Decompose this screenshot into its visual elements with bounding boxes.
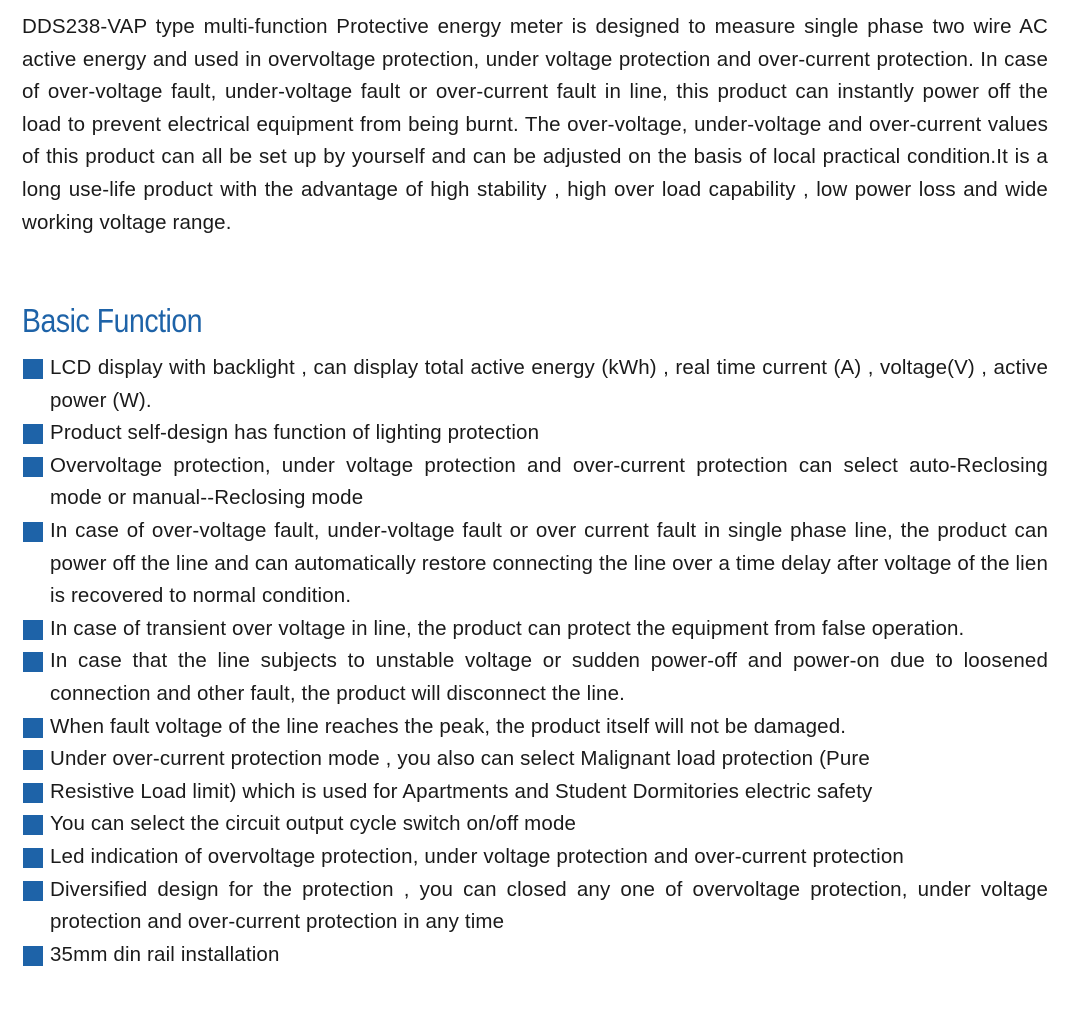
feature-text: In case of over-voltage fault, under-voltage fault or over current fault in single phase line, the product can power off the line and can automatically restore connecting the line over a time delay after voltage of the lien is recovered to normal condition. — [50, 518, 1048, 608]
square-bullet-icon — [23, 750, 43, 770]
feature-list — [22, 352, 1048, 971]
square-bullet-icon — [23, 718, 43, 738]
square-bullet-icon — [23, 652, 43, 672]
feature-text: In case that the line subjects to unstable voltage or sudden power-off and power-on due to loosened connection and other fault, the product will disconnect the line. — [50, 649, 1048, 705]
square-bullet-icon — [23, 359, 43, 379]
feature-text: You can select the circuit output cycle switch on/off mode — [50, 812, 577, 836]
feature-item — [22, 645, 1048, 710]
feature-item — [22, 939, 1048, 972]
feature-text: Resistive Load limit) which is used for Apartments and Student Dormitories electric safety — [50, 779, 873, 803]
feature-text: Overvoltage protection, under voltage protection and over-current protection can select auto-Reclosing mode or manual--Reclosing mode — [50, 453, 1048, 510]
feature-item — [22, 613, 1048, 646]
intro-paragraph: DDS238-VAP type multi-function Protective energy meter is designed to measure single phase two wire AC active energy and used in overvoltage protection, under voltage protection and over-current protection. In case of over-voltage fault, under-voltage fault or over-current fault in line, this product can instantly power off the load to prevent electrical equipment from being burnt. The over-voltage, under-voltage and over-current values of this product can all be set up by yourself and can be adjusted on the basis of local practical condition.It is a long use-life product with the advantage of high stability , high over load capability , low power loss and wide working voltage range. — [22, 15, 1048, 234]
feature-text: 35mm din rail installation — [50, 942, 280, 966]
square-bullet-icon — [23, 424, 43, 444]
section-title: Basic Function — [22, 302, 203, 339]
square-bullet-icon — [23, 522, 43, 542]
square-bullet-icon — [23, 815, 43, 835]
square-bullet-icon — [23, 946, 43, 966]
feature-item — [22, 711, 1048, 744]
feature-item — [22, 776, 1048, 809]
feature-item — [22, 352, 1048, 417]
square-bullet-icon — [23, 620, 43, 640]
feature-item — [22, 874, 1048, 939]
feature-text: Product self-design has function of lighting protection — [50, 421, 540, 445]
feature-item — [22, 808, 1048, 841]
square-bullet-icon — [23, 457, 43, 477]
square-bullet-icon — [23, 881, 43, 901]
feature-text: Under over-current protection mode , you also can select Malignant load protection (Pure — [50, 747, 870, 771]
feature-item — [22, 515, 1048, 613]
feature-text: LCD display with backlight , can display total active energy (kWh) , real time current (A) , voltage(V) , active power (W). — [50, 356, 1048, 412]
feature-item — [22, 450, 1048, 515]
feature-text: Diversified design for the protection , you can closed any one of overvoltage protection, under voltage protection and over-current protection in any time — [50, 877, 1048, 934]
feature-text: Led indication of overvoltage protection, under voltage protection and over-current protection — [50, 844, 904, 868]
feature-item — [22, 743, 1048, 776]
square-bullet-icon — [23, 783, 43, 803]
feature-text: In case of transient over voltage in line, the product can protect the equipment from false operation. — [50, 616, 965, 640]
feature-item — [22, 841, 1048, 874]
feature-text: When fault voltage of the line reaches the peak, the product itself will not be damaged. — [50, 714, 847, 738]
feature-item — [22, 417, 1048, 450]
square-bullet-icon — [23, 848, 43, 868]
